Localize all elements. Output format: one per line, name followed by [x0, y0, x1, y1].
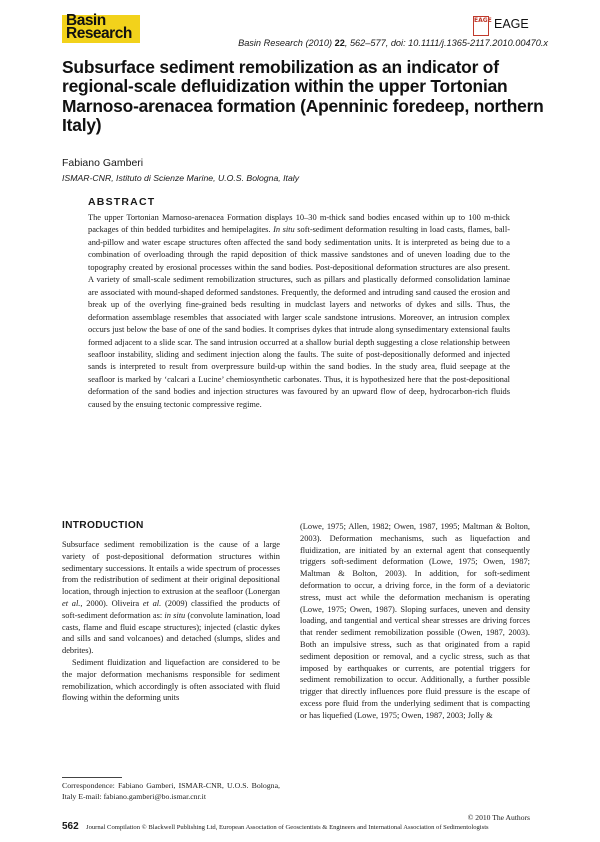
intro-paragraph-1 — [62, 539, 280, 657]
citation-pages-doi: , 562–577, doi: 10.1111/j.1365-2117.2010.00470.x — [344, 38, 548, 48]
abstract-italic-in-situ: In situ — [273, 225, 295, 235]
citation-year: (2010) — [305, 38, 333, 48]
page-number: 562 — [62, 821, 79, 832]
article-title: Subsurface sediment remobilization as an indicator of regional-scale defluidization within the upper Tortonian Marnoso-arenacea formation (Apenninic foredeep, northern Italy) — [62, 57, 544, 136]
eage-emblem-icon: EAGE — [473, 16, 489, 36]
citation-line — [150, 38, 548, 48]
intro-p1-a: Subsurface sediment remobilization is the cause of a large variety of post-depositional deformation structures within sedimentary successions. It entails a wide spectrum of processes from the redistribution of sediment at their original depositional location, through injection to extrusion at the seafloor (Lonergan — [62, 540, 280, 597]
intro-paragraph-2: Sediment fluidization and liquefaction are considered to be the major deformation mechanisms responsible for sediment remobilization, which accordingly is often associated with fluid flowing within the deforming units — [62, 657, 280, 703]
introduction-heading: INTRODUCTION — [62, 520, 144, 531]
correspondence-note: Correspondence: Fabiano Gamberi, ISMAR-CNR, U.O.S. Bologna, Italy E-mail: fabiano.gamberi@bo.ismar.cnr.it — [62, 781, 280, 801]
footnote-divider — [62, 777, 122, 778]
intro-p1-g: (convolute lamination, load casts, flame and fluid escape structures); injected (clastic dykes and sills and sand volcanoes) and detached (slumps, slides and debrites). — [62, 610, 280, 656]
publisher-name: EAGE — [494, 17, 529, 31]
journal-compilation-line: Journal Compilation © Blackwell Publishing Ltd, European Association of Geoscientists & Engineers and International Association of Sedimentologists — [86, 824, 489, 831]
citation-volume: 22 — [334, 38, 345, 48]
citation-journal: Basin Research — [238, 38, 303, 48]
copyright-line: © 2010 The Authors — [467, 813, 530, 822]
intro-p1-in-situ: in situ — [164, 610, 186, 620]
intro-p1-etal-1: et al. — [62, 598, 81, 608]
journal-logo-line2: Research — [66, 25, 132, 42]
intro-p1-etal-2: et al. — [142, 598, 162, 608]
author-name: Fabiano Gamberi — [62, 157, 144, 169]
author-affiliation: ISMAR-CNR, Istituto di Scienze Marine, U.O.S. Bologna, Italy — [62, 173, 300, 183]
abstract-part-1: The upper Tortonian Marnoso-arenacea Formation displays 10–30 m-thick sand bodies encased within up to 100 m-thick packages of thin bedded turbidites and hemipelagites. — [88, 213, 510, 235]
left-column — [62, 539, 280, 704]
abstract-part-3: soft-sediment deformation resulting in load casts, flames, ball-and-pillow and water escape structures often affected the sand body sedimentation units. It is interpreted as being due to a combination of overloading through the rapid deposition of thick massive sandstones and of uneven loading due to the topography created by erosional processes within the sand bodies. Post-depositional deformation structures are also present. A variety of small-scale sediment remobilization structures, such as pillars and plastically deformed consolidation laminae are associated with mound-shaped deformed sandstones. Frequently, the deformed and intruding sand caused the erosion and break up of the overlying fine-grained beds resulting in mudclast layers and networks of dykes and sills. Thus, the deformation assemblage resembles that associated with larger scale sandstone intrusions. Moreover, an intrusion complex occurs just below the base of one of the sand bodies. It comprises dykes that intrude along synsedimentary extensional faults formed adjacent to a slide scar. The sand intrusion occurred at a shallow burial depth suggesting a close relationship between seafloor instability, sliding and sediment injection along the faults. The suite of post-depositionally deformed and injected sands is interpreted to result from overpressure build-up within the sand bodies. In the study area, fluid seepage at the seafloor is marked by ‘calcari a Lucine’ chemiosynthetic carbonates. Thus, it is hypothesized here that the post-depositional deformation of the sand bodies and injection structures was favoured by an upward flow of deep, hydrocarbon-rich fluids caused by the ensuing tectonic compressive regime. — [88, 225, 511, 409]
abstract-text — [88, 212, 510, 411]
journal-logo — [66, 14, 132, 40]
intro-p1-e: (2009) classified the products of soft-sediment deformation as: — [62, 598, 280, 620]
intro-p1-c: , 2000). Oliveira — [80, 598, 143, 608]
journal-logo-line1: Basin — [66, 12, 106, 29]
abstract-heading: ABSTRACT — [88, 196, 156, 208]
intro-right-column-text: (Lowe, 1975; Allen, 1982; Owen, 1987, 1995; Maltman & Bolton, 2003). Deformation mechanisms, such as liquefaction and fluidization, are initiated by an external agent that consequently triggers soft-sediment deformation (Lowe, 1975; Owen, 1987; Maltman & Bolton, 2003). In addition, for soft-sediment deformation to occur, a driving force, in the form of a deviatoric stress, must act while the deformation mechanism is operating (Lowe, 1975; Owen, 1987). Sloping surfaces, uneven and density loading, and tangential and vertical shear stresses are driving forces that render sediment remobilization possible (Owen, 1987, 2003). Both an impulsive stress, such as that originated from a rapid sediment deposition or removal, and a cyclic stress, such as that imposed by earthquakes or currents, are potential triggers for sediment remobilization to occur. Additionally, a further possible trigger that directly influences pore fluid pressure is the escape of excess pore fluid from the underlying sediment that is compacting or has liquefied (Lowe, 1975; Owen, 1987, 2003; Jolly & — [300, 522, 530, 720]
right-column — [300, 521, 530, 722]
